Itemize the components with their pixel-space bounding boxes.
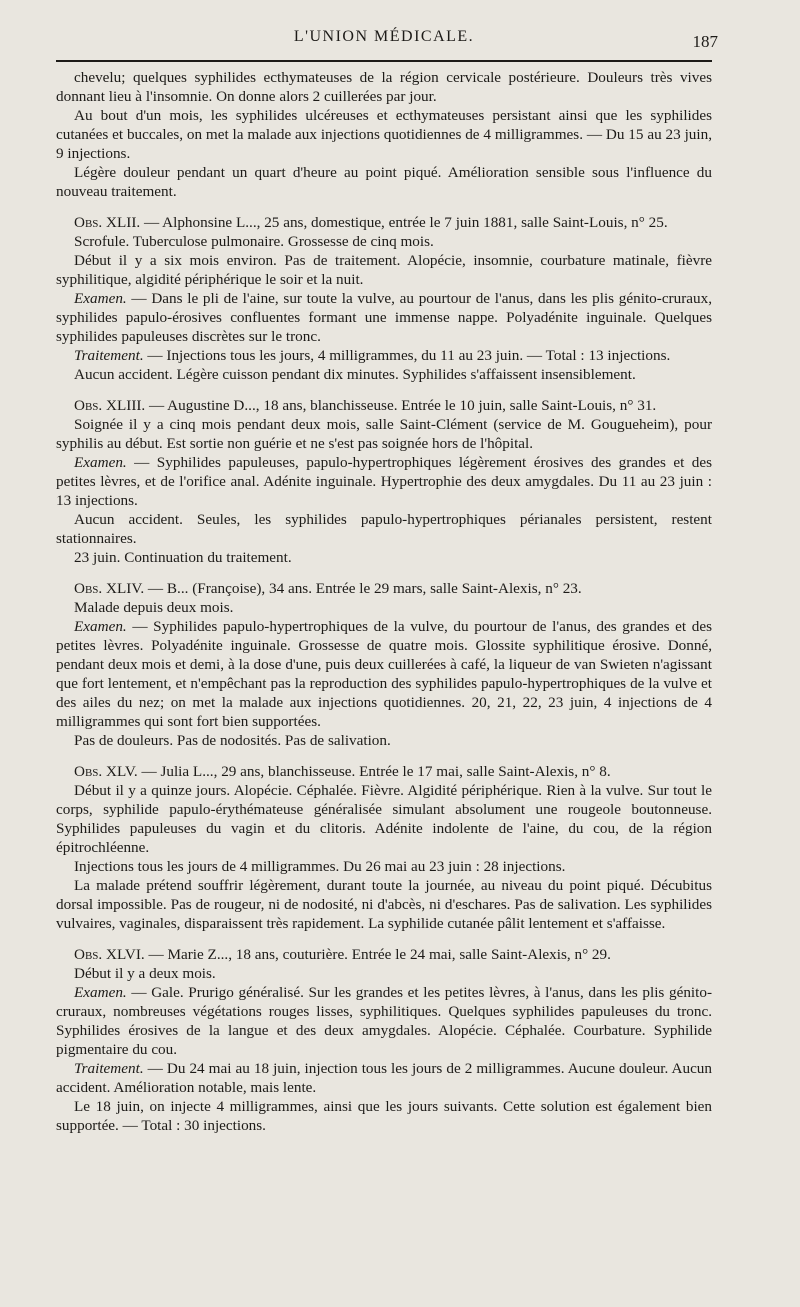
paragraph — [56, 251, 712, 289]
paragraph-text: Scrofule. Tuberculose pulmonaire. Grossesse de cinq mois. — [74, 233, 434, 250]
paragraph-text: Début il y a deux mois. — [74, 965, 216, 982]
paragraph — [56, 857, 712, 876]
paragraph-text: Pas de douleurs. Pas de nodosités. Pas de salivation. — [74, 732, 391, 749]
paragraph-text: Soignée il y a cinq mois pendant deux mois, salle Saint-Clément (service de M. Gougueheim), pour syphilis au début. Est sortie non guérie et ne s'est pas soignée hors de l'hôpital. — [56, 416, 712, 452]
paragraph-text: — Syphilides papulo-hypertrophiques de la vulve, du pourtour de l'anus, des grandes et des petites lèvres. Polyadénite inguinale. Grossesse de quatre mois. Glossite syphilitique érosive. Donné, pendant deux mois et demi, à la dose d'une, puis deux cuillerées à café, la liqueur de van Swieten n'agissant que fort lentement, et n'empêchant pas la reproduction des syphilides papulo-hypertrophiques de la vulve et des ailes du nez; on met la malade aux injections quotidiennes. 20, 21, 22, 23 juin, 4 injections de 4 milligrammes qui sont fort bien supportées. — [56, 618, 712, 730]
paragraph-text: Malade depuis deux mois. — [74, 599, 234, 616]
paragraph — [56, 1059, 712, 1097]
page-number: 187 — [692, 32, 718, 51]
paragraph-lead: Examen. — [74, 290, 127, 307]
observation-heading-text: — Marie Z..., 18 ans, couturière. Entrée le 24 mai, salle Saint-Alexis, n° 29. — [144, 946, 611, 963]
observation-heading — [56, 945, 712, 964]
paragraph-text: — Dans le pli de l'aine, sur toute la vulve, au pourtour de l'anus, dans les plis génito-cruraux, syphilides papulo-érosives confluentes formant une immense nappe. Polyadénite inguinale. Quelques syphilides papuleuses discrètes sur le tronc. — [56, 290, 712, 345]
observation-heading — [56, 579, 712, 598]
paragraph-text: — Injections tous les jours, 4 milligrammes, du 11 au 23 juin. — Total : 13 injections. — [143, 347, 671, 364]
paragraph: Légère douleur pendant un quart d'heure au point piqué. Amélioration sensible sous l'influence du nouveau traitement. — [56, 164, 712, 200]
observation-heading — [56, 762, 712, 781]
paragraph-text: — Gale. Prurigo généralisé. Sur les grandes et les petites lèvres, à l'anus, dans les plis génito-cruraux, nombreuses végétations rouges lisses, syphilitiques. Quelques syphilides papuleuses du tronc. Syphilides érosives de la langue et des deux amygdales. Alopécie. Céphalée. Courbature. Syphilide pigmentaire du cou. — [56, 984, 712, 1058]
paragraph — [56, 415, 712, 453]
observation-42 — [56, 213, 712, 384]
paragraph-text: Aucun accident. Légère cuisson pendant dix minutes. Syphilides s'affaissent insensiblement. — [74, 366, 636, 383]
observation-43 — [56, 396, 712, 567]
paragraph-text: — Du 24 mai au 18 juin, injection tous les jours de 2 milligrammes. Aucune douleur. Aucun accident. Amélioration notable, mais lente. — [56, 1060, 712, 1096]
observation-label: Obs. XLII. — [74, 214, 141, 231]
paragraph — [56, 617, 712, 731]
paragraph-text: Aucun accident. Seules, les syphilides papulo-hypertrophiques périanales persistent, restent stationnaires. — [56, 511, 712, 547]
paragraph-lead: Examen. — [74, 618, 127, 635]
paragraph-lead: Traitement. — [74, 347, 144, 364]
header-rule — [56, 60, 712, 62]
intro-section — [56, 68, 712, 201]
paragraph-text: — Syphilides papuleuses, papulo-hypertrophiques légèrement érosives des grandes et des petites lèvres, et de l'orifice anal. Adénite inguinale. Hypertrophie des deux amygdales. Du 11 au 23 juin : 13 injections. — [56, 454, 712, 509]
observation-heading — [56, 396, 712, 415]
paragraph-lead: Traitement. — [74, 1060, 144, 1077]
paragraph — [56, 232, 712, 251]
paragraph — [56, 964, 712, 983]
observation-heading-text: — B... (Françoise), 34 ans. Entrée le 29 mars, salle Saint-Alexis, n° 23. — [144, 580, 582, 597]
paragraph — [56, 598, 712, 617]
observation-heading — [56, 213, 712, 232]
paragraph — [56, 289, 712, 346]
paragraph: Au bout d'un mois, les syphilides ulcéreuses et ecthymateuses persistant ainsi que les syphilides cutanées et buccales, on met la malade aux injections quotidiennes de 4 milligrammes. — Du 15 au 23 juin, 9 injections. — [56, 107, 712, 162]
observation-heading-text: — Alphonsine L..., 25 ans, domestique, entrée le 7 juin 1881, salle Saint-Louis, n° 25. — [140, 214, 668, 231]
paragraph — [56, 781, 712, 857]
paragraph-text: Le 18 juin, on injecte 4 milligrammes, ainsi que les jours suivants. Cette solution est également bien supportée. — Total : 30 injections. — [56, 1098, 712, 1134]
paragraph — [56, 1097, 712, 1135]
paragraph — [56, 365, 712, 384]
paragraph-text: Début il y a six mois environ. Pas de traitement. Alopécie, insomnie, courbature matinale, fièvre syphilitique, algidité périphérique le soir et la nuit. — [56, 252, 712, 288]
observation-label: Obs. XLIV. — [74, 580, 145, 597]
running-header — [56, 28, 718, 54]
paragraph — [56, 548, 712, 567]
paragraph-text: 23 juin. Continuation du traitement. — [74, 549, 292, 566]
observation-44 — [56, 579, 712, 750]
paragraph — [56, 983, 712, 1059]
observation-label: Obs. XLVI. — [74, 946, 145, 963]
paragraph: chevelu; quelques syphilides ecthymateuses de la région cervicale postérieure. Douleurs très vives donnant lieu à l'insomnie. On donne alors 2 cuillerées par jour. — [56, 69, 712, 105]
journal-title: L'UNION MÉDICALE. — [293, 28, 475, 45]
observation-label: Obs. XLV. — [74, 763, 138, 780]
paragraph — [56, 346, 712, 365]
paragraph-lead: Examen. — [74, 454, 127, 471]
paragraph-lead: Examen. — [74, 984, 127, 1001]
observation-heading-text: — Julia L..., 29 ans, blanchisseuse. Entrée le 17 mai, salle Saint-Alexis, n° 8. — [137, 763, 611, 780]
paragraph — [56, 876, 712, 933]
paragraph — [56, 731, 712, 750]
observation-heading-text: — Augustine D..., 18 ans, blanchisseuse. Entrée le 10 juin, salle Saint-Louis, n° 31. — [145, 397, 657, 414]
paragraph-text: Début il y a quinze jours. Alopécie. Céphalée. Fièvre. Algidité périphérique. Rien à la vulve. Sur tout le corps, syphilide papulo-érythémateuse généralisée simulant absolument une rougeole boutonneuse. Syphilides papuleuses du vagin et du clitoris. Adénite indolente de l'aine, du cou, de la région épitrochléenne. — [56, 782, 712, 856]
observation-46 — [56, 945, 712, 1135]
paragraph — [56, 510, 712, 548]
paragraph-text: La malade prétend souffrir légèrement, durant toute la journée, au niveau du point piqué. Décubitus dorsal impossible. Pas de rougeur, ni de nodosité, ni d'abcès, ni d'eschares. Pas de salivation. Les syphilides vulvaires, vaginales, disparaissent très rapidement. La syphilide cutanée pâlit lentement et s'affaisse. — [56, 877, 712, 932]
article-body — [56, 68, 712, 1135]
paragraph — [56, 453, 712, 510]
paragraph-text: Injections tous les jours de 4 milligrammes. Du 26 mai au 23 juin : 28 injections. — [74, 858, 566, 875]
observation-label: Obs. XLIII. — [74, 397, 146, 414]
observation-45 — [56, 762, 712, 933]
